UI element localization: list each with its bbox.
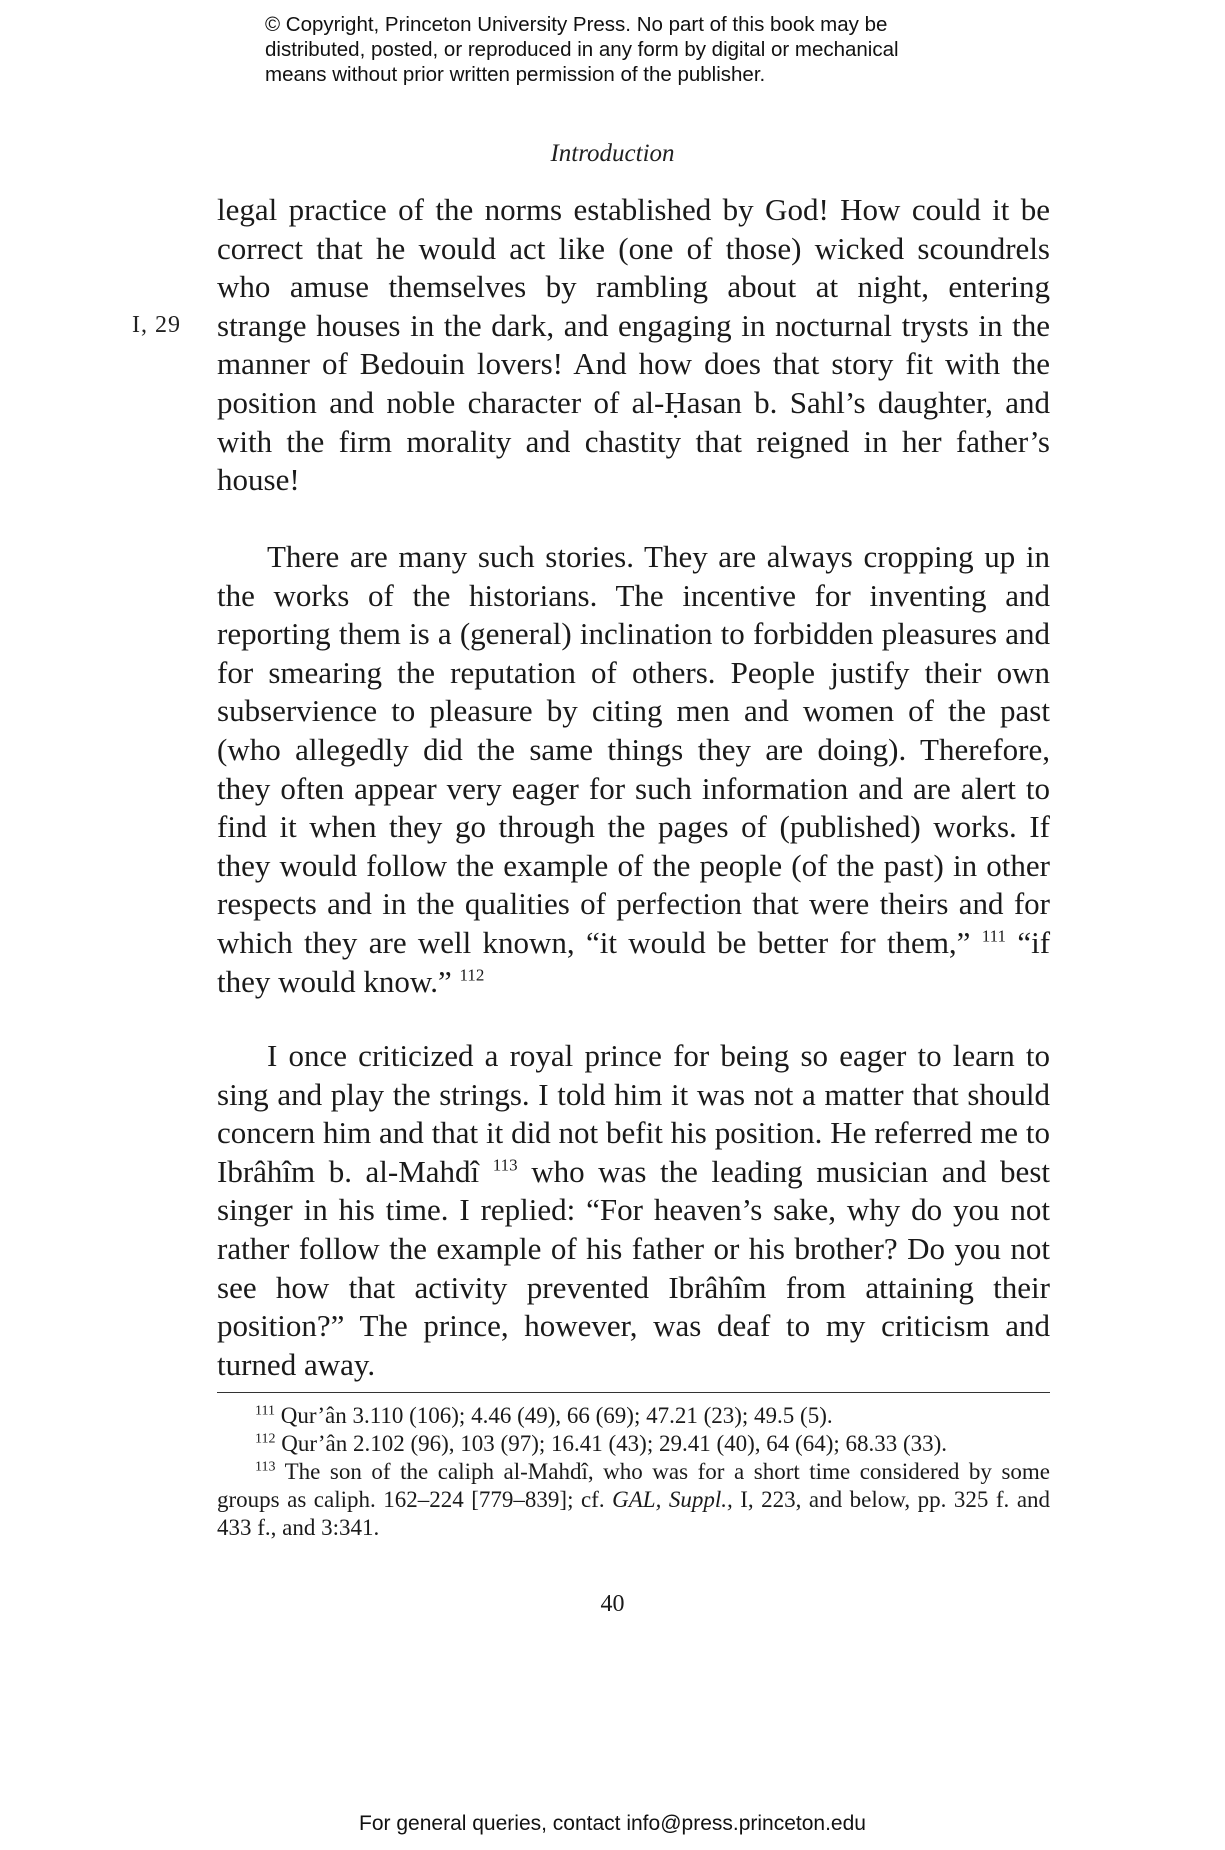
- footnote-ref: 112: [459, 965, 485, 985]
- footnote-text: The son of the caliph al-Mahdî, who was for a short time considered by some groups as caliph. 162–224 [779–839]; cf.: [217, 1459, 1050, 1512]
- footnote-text: I, 223, and below, pp. 325 f. and 433 f., and 3:341.: [217, 1487, 1051, 1540]
- footnote: [217, 1402, 1050, 1430]
- copyright-line: © Copyright, Princeton University Press. No part of this book may be: [265, 13, 888, 36]
- body-paragraph: [217, 538, 1050, 1001]
- paragraph-text: [217, 1037, 1050, 1384]
- footnote-ref: 113: [492, 1155, 518, 1175]
- footnote-citation: GAL, Suppl.,: [612, 1487, 733, 1512]
- body-paragraph: [217, 191, 1050, 500]
- footnote: [217, 1458, 1050, 1542]
- footnote-text: Qur’ân 2.102 (96), 103 (97); 16.41 (43); 29.41 (40), 64 (64); 68.33 (33).: [281, 1431, 948, 1456]
- paragraph-text: “if they would know.”: [217, 924, 1051, 999]
- footnote: [217, 1430, 1050, 1458]
- footnote-ref: 111: [981, 926, 1007, 946]
- paragraph-text: There are many such stories. They are always cropping up in the works of the historians. The incentive for inventing and reporting them is a (general) inclination to forbidden pleasures and for smearing the reputation of others. People justify their own subservience to pleasure by citing men and women of the past (who allegedly did the same things they are doing). Therefore, they often appear very eager for such information and are alert to find it when they go through the pages of (published) works. If they would follow the example of the people (of the past) in other respects and in the qualities of perfection that were theirs and for which they are well known, “it would be better for them,”: [217, 539, 1050, 960]
- paragraph-text: [217, 538, 1050, 1001]
- contact-line: For general queries, contact info@press.princeton.edu: [359, 1812, 866, 1835]
- paragraph-text: I once criticized a royal prince for being so eager to learn to sing and play the strings. I told him it was not a matter that should concern him and that it did not befit his position. He referred me to Ibrâhîm b. al-Mahdî: [217, 1038, 1050, 1189]
- running-head: Introduction: [550, 140, 675, 167]
- margin-reference: I, 29: [132, 312, 181, 338]
- paragraph-text: legal practice of the norms established by God! How could it be correct that he would act like (one of those) wicked scoundrels who amuse themselves by rambling about at night, entering strange houses in the dark, and engaging in nocturnal trysts in the manner of Bedouin lovers! And how does that story fit with the position and noble character of al-Ḥasan b. Sahl’s daughter, and with the firm morality and chastity that reigned in her father’s house!: [217, 192, 1050, 498]
- page-number: 40: [600, 1591, 625, 1617]
- footnote-number: 113: [255, 1459, 276, 1475]
- copyright-line: distributed, posted, or reproduced in any form by digital or mechanical: [265, 38, 899, 61]
- copyright-line: means without prior written permission of the publisher.: [265, 63, 766, 86]
- paragraph-text: who was the leading musician and best singer in his time. I replied: “For heaven’s sake, why do you not rather follow the example of his father or his brother? Do you not see how that activity prevented Ibrâhîm from attaining their position?” The prince, however, was deaf to my criticism and turned away.: [217, 1153, 1050, 1382]
- footnote-text: Qur’ân 3.110 (106); 4.46 (49), 66 (69); 47.21 (23); 49.5 (5).: [280, 1403, 833, 1428]
- footnote-number: 112: [255, 1431, 276, 1447]
- footnotes: [217, 1402, 1050, 1542]
- body-paragraph: [217, 1037, 1050, 1384]
- footnote-divider: [217, 1392, 1050, 1393]
- footnote-number: 111: [255, 1403, 275, 1419]
- copyright-notice: [265, 12, 1025, 87]
